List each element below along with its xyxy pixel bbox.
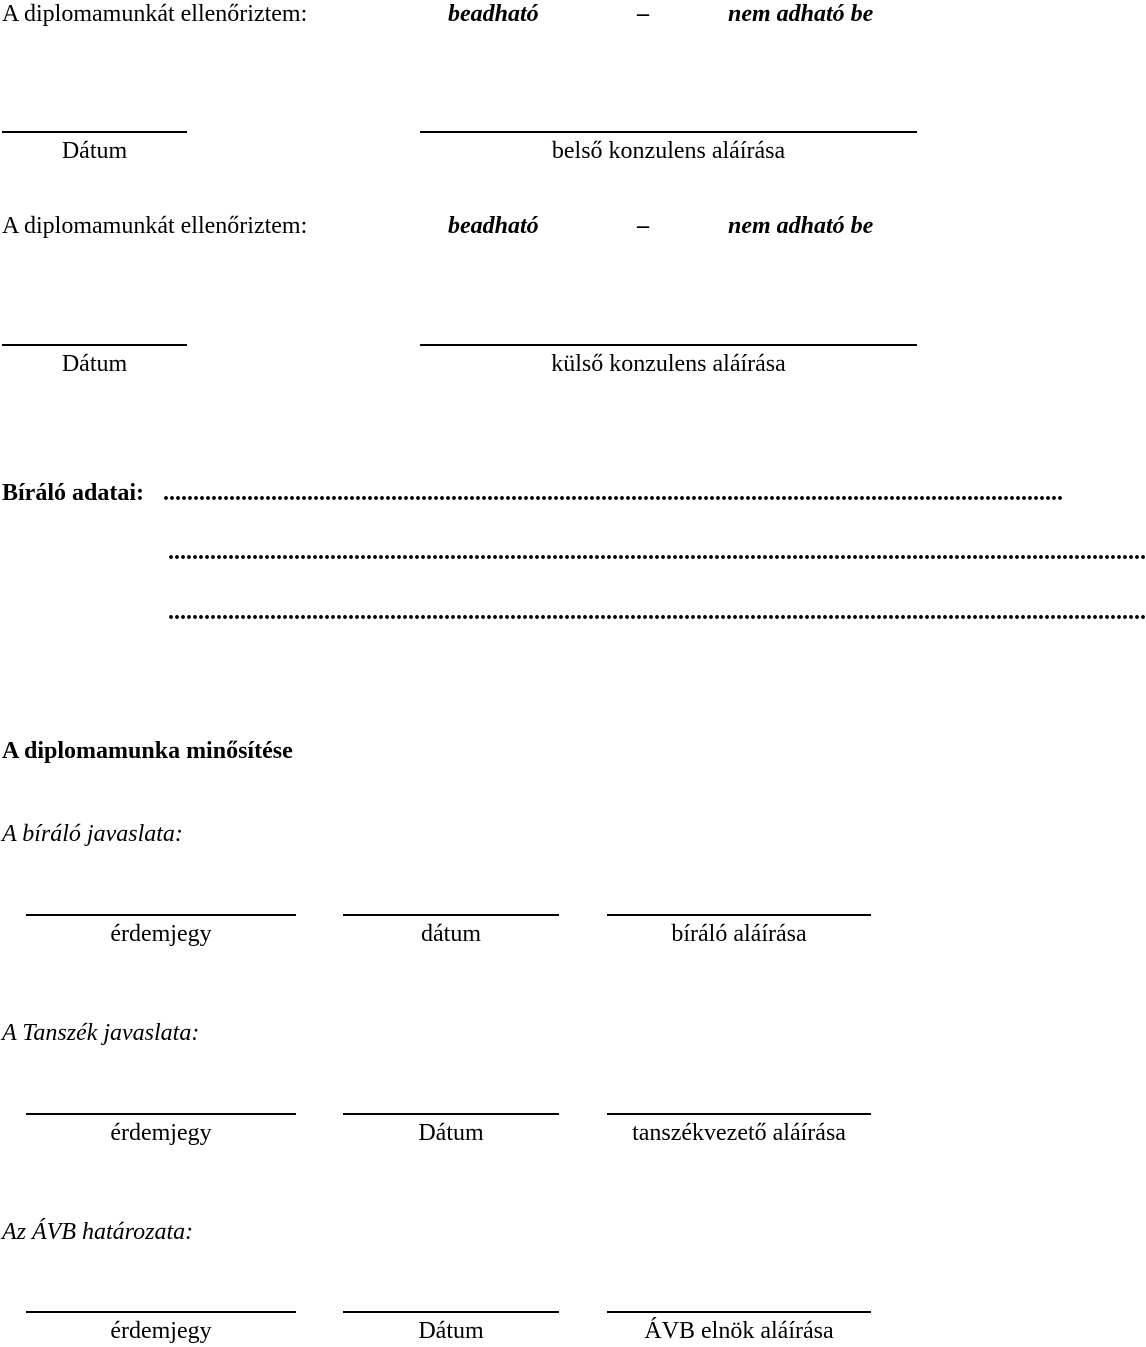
internal-option-submittable: beadható bbox=[448, 1, 539, 27]
department-date-label: Dátum bbox=[418, 1120, 484, 1146]
internal-signature-line bbox=[420, 131, 917, 133]
reviewer-date-line bbox=[343, 914, 559, 916]
external-option-dash: – bbox=[637, 213, 649, 239]
internal-date-line bbox=[2, 131, 187, 133]
external-signature-label: külső konzulens aláírása bbox=[551, 351, 786, 377]
avb-date-label: Dátum bbox=[418, 1318, 484, 1344]
avb-grade-line bbox=[26, 1311, 296, 1313]
reviewer-data-label: Bíráló adatai: bbox=[2, 480, 144, 506]
department-signature-label: tanszékvezető aláírása bbox=[632, 1120, 846, 1146]
avb-decision-label: Az ÁVB határozata: bbox=[2, 1219, 194, 1245]
reviewer-signature-line bbox=[607, 914, 871, 916]
reviewer-grade-label: érdemjegy bbox=[110, 921, 212, 947]
reviewer-grade-line bbox=[26, 914, 296, 916]
reviewer-dots-line-2: ................................................................................................................................................................... bbox=[168, 539, 1146, 565]
external-signature-line bbox=[420, 344, 917, 346]
avb-signature-label: ÁVB elnök aláírása bbox=[644, 1318, 834, 1344]
internal-option-not-submittable: nem adható be bbox=[728, 1, 874, 27]
external-check-statement: A diplomamunkát ellenőriztem: bbox=[2, 213, 308, 239]
external-option-submittable: beadható bbox=[448, 213, 539, 239]
internal-option-dash: – bbox=[637, 1, 649, 27]
avb-grade-label: érdemjegy bbox=[110, 1318, 212, 1344]
department-grade-line bbox=[26, 1113, 296, 1115]
reviewer-proposal-label: A bíráló javaslata: bbox=[2, 821, 183, 847]
internal-date-label: Dátum bbox=[61, 138, 128, 164]
department-date-line bbox=[343, 1113, 559, 1115]
external-date-line bbox=[2, 344, 187, 346]
qualification-heading: A diplomamunka minősítése bbox=[2, 738, 293, 764]
external-option-not-submittable: nem adható be bbox=[728, 213, 874, 239]
avb-date-line bbox=[343, 1311, 559, 1313]
internal-signature-label: belső konzulens aláírása bbox=[551, 138, 786, 164]
department-grade-label: érdemjegy bbox=[110, 1120, 212, 1146]
avb-signature-line bbox=[607, 1311, 871, 1313]
external-date-label: Dátum bbox=[61, 351, 128, 377]
reviewer-dots-line-1: ...................................................................................................................................................... bbox=[163, 480, 1063, 506]
reviewer-dots-line-3: ................................................................................................................................................................... bbox=[168, 599, 1146, 625]
department-signature-line bbox=[607, 1113, 871, 1115]
department-proposal-label: A Tanszék javaslata: bbox=[2, 1020, 200, 1046]
reviewer-date-label: dátum bbox=[421, 921, 481, 947]
reviewer-signature-label: bíráló aláírása bbox=[671, 921, 807, 947]
internal-check-statement: A diplomamunkát ellenőriztem: bbox=[2, 1, 308, 27]
